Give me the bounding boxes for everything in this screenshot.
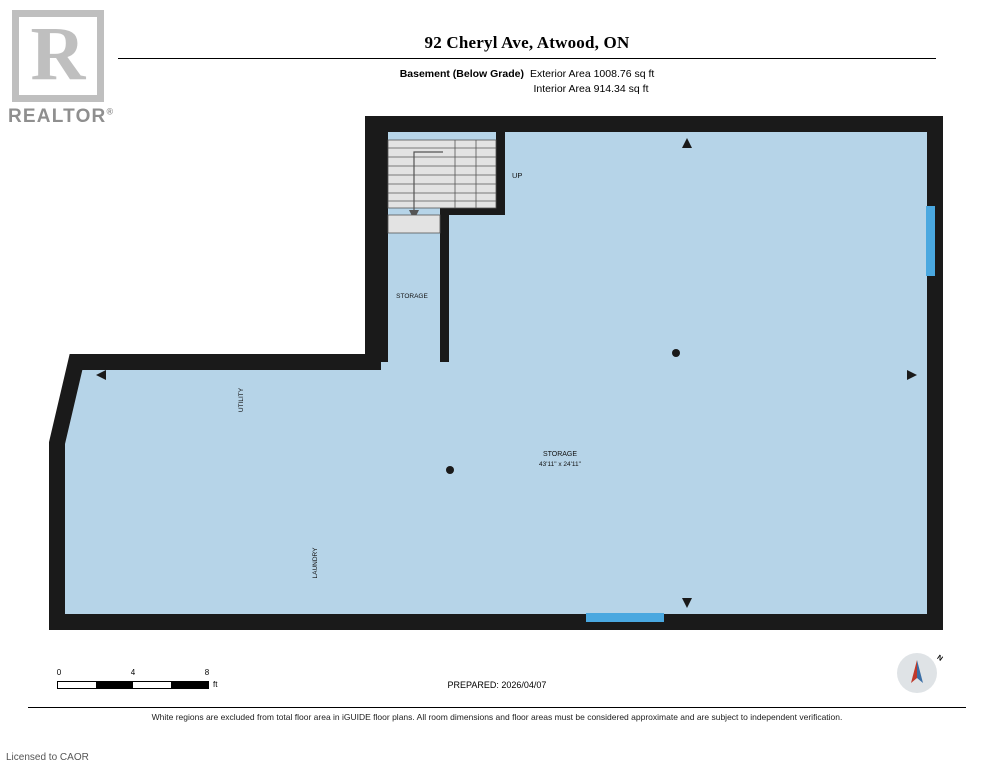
- panorama-point: [446, 466, 454, 474]
- compass-north-label: N: [935, 654, 944, 663]
- label-utility: UTILITY: [238, 387, 245, 413]
- page-title: 92 Cheryl Ave, Atwood, ON: [424, 33, 630, 52]
- scale-tick-0: 0: [56, 668, 62, 677]
- prepared-date: PREPARED: 2026/04/07: [447, 680, 547, 690]
- scale-tick-2: 8: [204, 668, 210, 677]
- label-laundry: LAUNDRY: [312, 547, 319, 579]
- footer-divider: [28, 707, 966, 708]
- window-south: [586, 613, 664, 622]
- scale-tick-1: 4: [130, 668, 136, 677]
- window-east: [926, 206, 935, 276]
- exterior-area: Exterior Area 1008.76 sq ft: [529, 68, 655, 80]
- panorama-point: [672, 349, 680, 357]
- scale-tick-labels: [57, 668, 219, 680]
- realtor-logo-letter: R: [30, 12, 86, 96]
- label-storage-closet: STORAGE: [396, 293, 428, 300]
- interior-area: Interior Area 914.34 sq ft: [533, 83, 649, 95]
- compass-rose: [897, 653, 944, 697]
- label-main-room-name: STORAGE: [542, 451, 578, 458]
- level-label: Basement (Below Grade): [399, 68, 524, 80]
- licensed-text: Licensed to CAOR: [6, 752, 89, 763]
- label-main-room-dimensions: 43'11" x 24'11": [539, 461, 581, 468]
- scale-unit: ft: [213, 680, 218, 689]
- realtor-logo-word: REALTOR: [8, 106, 107, 127]
- disclaimer-text: White regions are excluded from total floor area in iGUIDE floor plans. All room dimensions and floor areas must be considered approximate and are subject to independent verification.: [151, 712, 843, 722]
- realtor-logo-registered: ®: [106, 106, 115, 117]
- label-up: UP: [512, 171, 523, 180]
